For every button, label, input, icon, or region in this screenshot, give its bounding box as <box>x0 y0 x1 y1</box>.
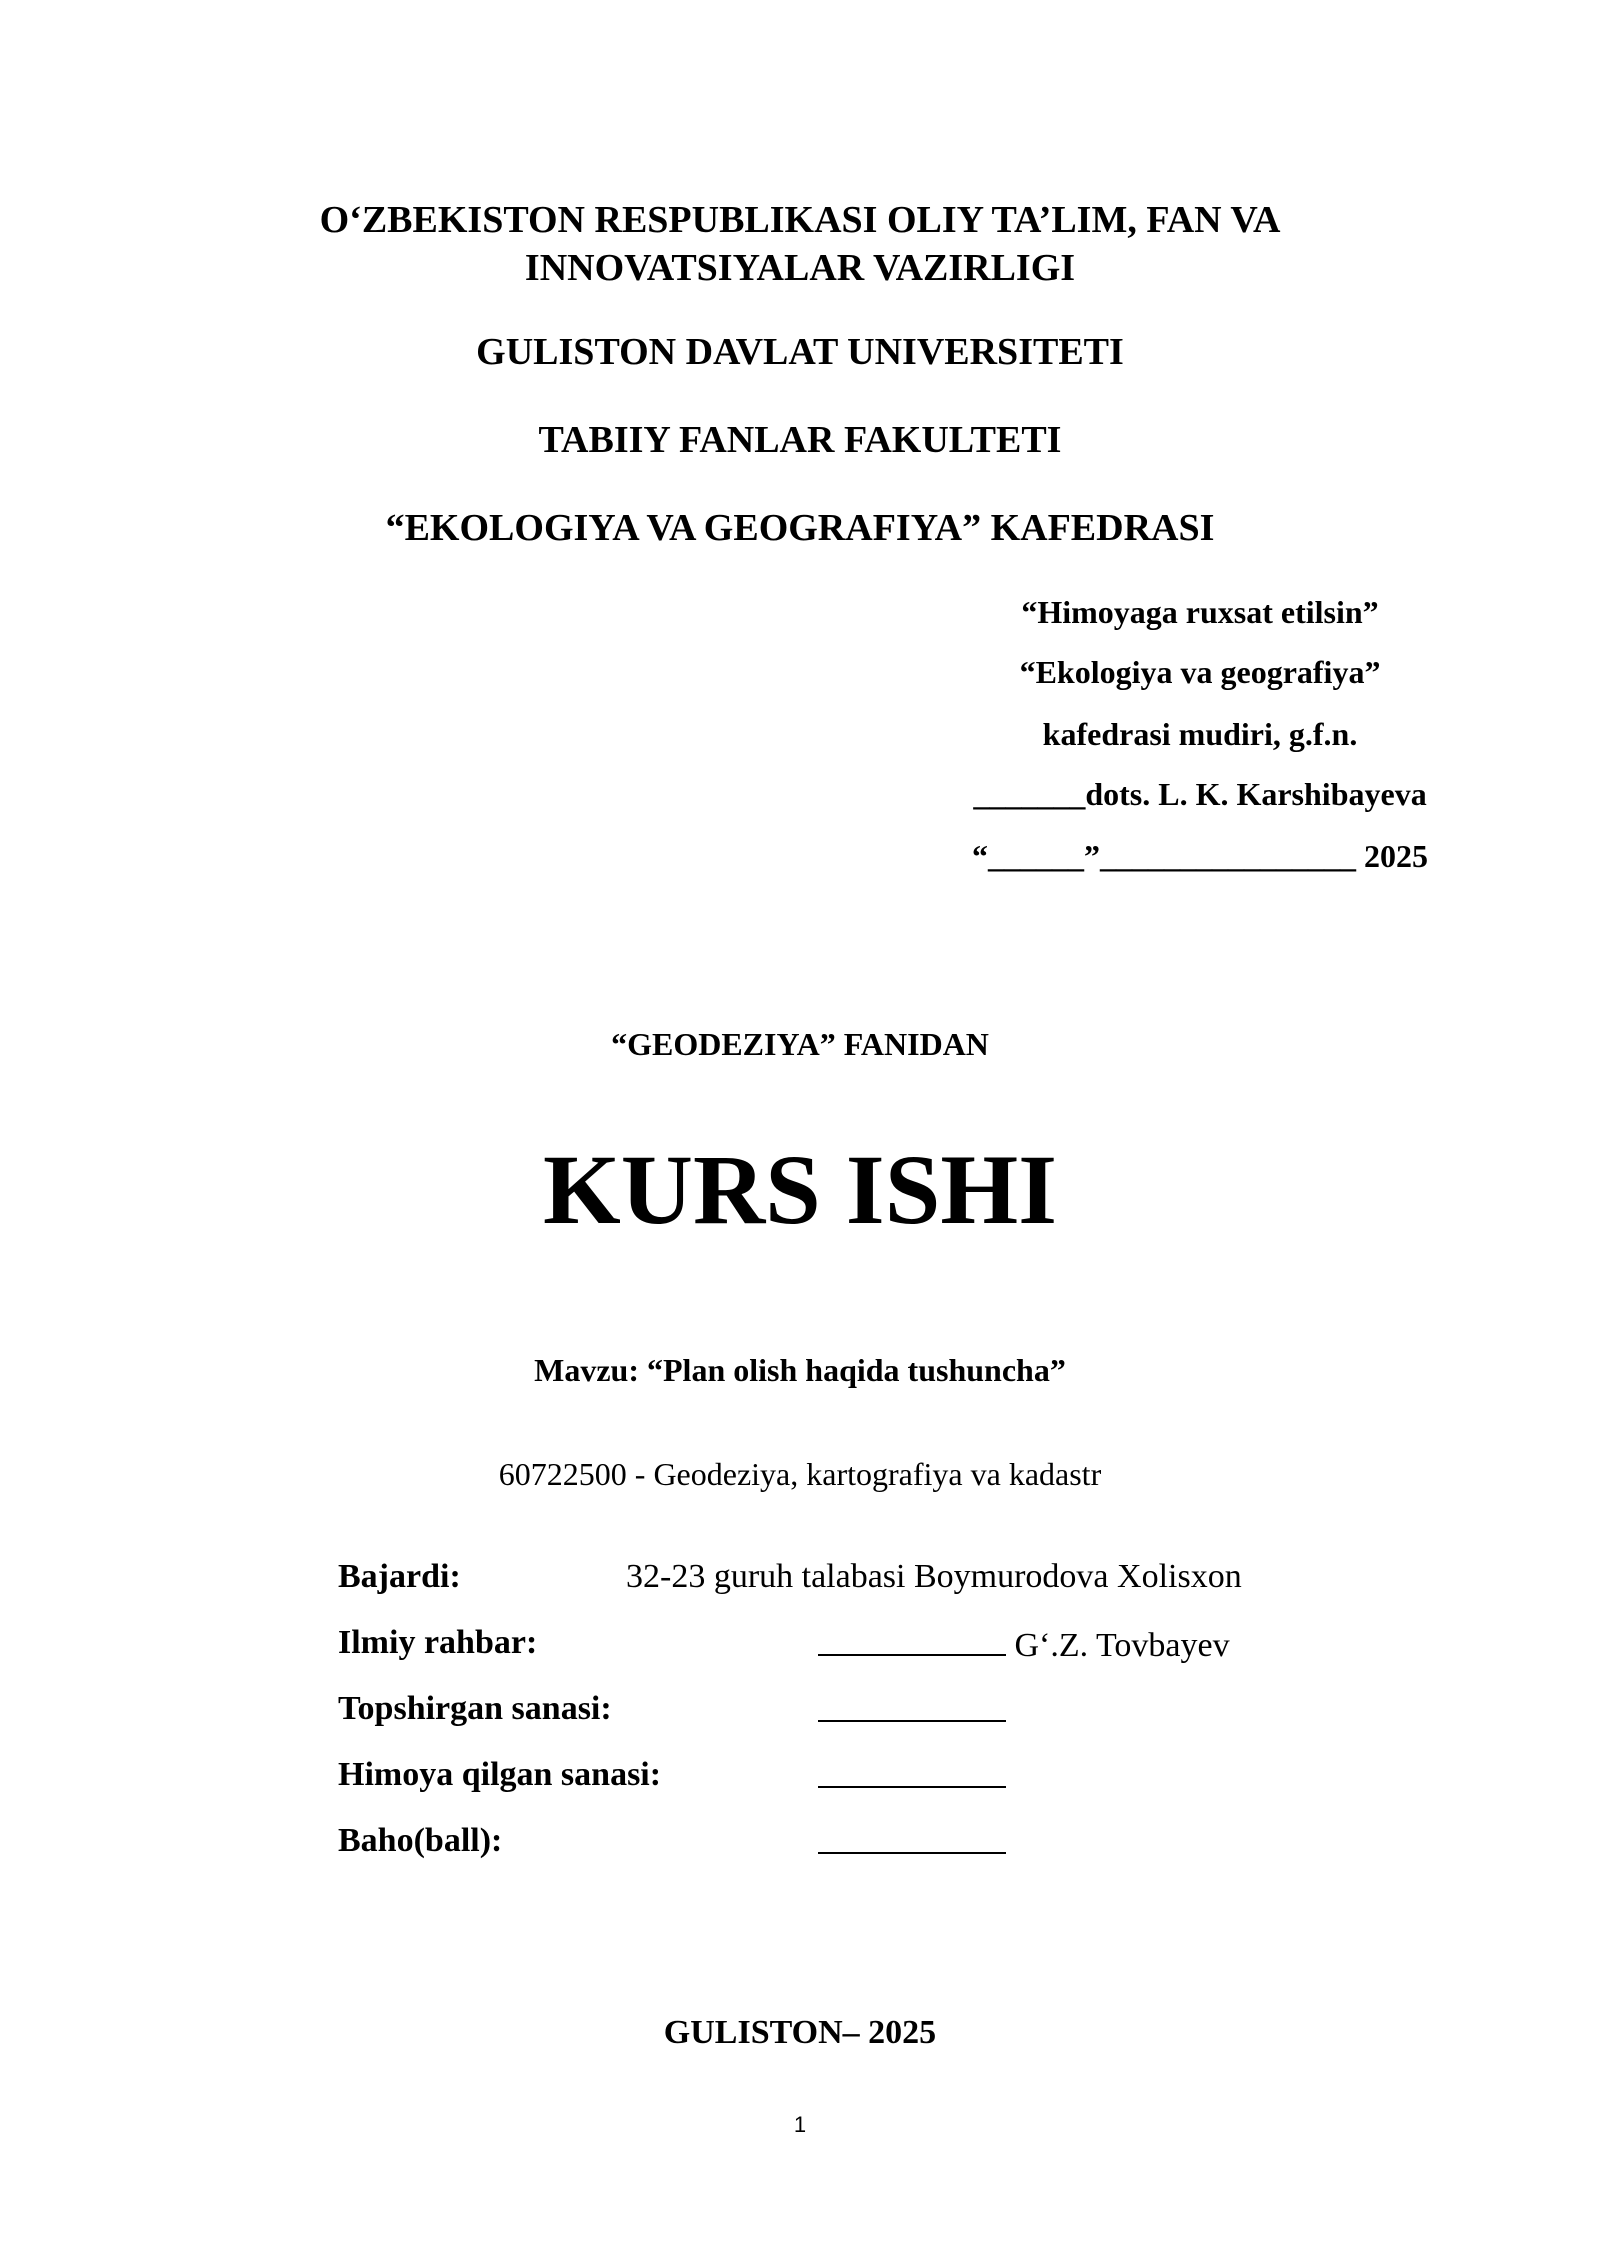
document-title: KURS ISHI <box>542 1134 1058 1245</box>
approval-date-line: “______”________________ 2025 <box>972 838 1428 874</box>
subject-heading: “GEODEZIYA” FANIDAN <box>611 1026 989 1062</box>
rahbar-value <box>818 1624 1230 1665</box>
approval-line-3: kafedrasi mudiri, g.f.n. <box>1042 716 1358 752</box>
himoya-label: Himoya qilgan sanasi: <box>338 1756 662 1793</box>
himoya-value <box>818 1756 1006 1797</box>
page-number: 1 <box>793 2112 807 2137</box>
approval-line-1: “Himoyaga ruxsat etilsin” <box>1021 594 1379 630</box>
bajardi-value: 32-23 guruh talabasi Boymurodova Xolisxon <box>626 1558 1242 1595</box>
baho-label: Baho(ball): <box>338 1822 503 1859</box>
faculty-name: TABIIY FANLAR FAKULTETI <box>538 419 1062 461</box>
baho-blank <box>818 1822 1006 1854</box>
department-name: “EKOLOGIYA VA GEOGRAFIYA” KAFEDRASI <box>385 507 1215 549</box>
rahbar-name: G‘.Z. Tovbayev <box>1014 1627 1230 1664</box>
ministry-line-2: INNOVATSIYALAR VAZIRLIGI <box>524 247 1076 289</box>
baho-value <box>818 1822 1006 1863</box>
rahbar-label: Ilmiy rahbar: <box>338 1624 538 1661</box>
specialty-line: 60722500 - Geodeziya, kartografiya va kadastr <box>498 1456 1102 1492</box>
topshirgan-label: Topshirgan sanasi: <box>338 1690 612 1727</box>
bajardi-label: Bajardi: <box>338 1558 461 1595</box>
ministry-heading <box>0 196 1600 292</box>
rahbar-signature-blank <box>818 1624 1006 1656</box>
topshirgan-value <box>818 1690 1006 1731</box>
topic-line: Mavzu: “Plan olish haqida tushuncha” <box>534 1352 1066 1388</box>
ministry-line-1: O‘ZBEKISTON RESPUBLIKASI OLIY TA’LIM, FAN VA <box>319 199 1281 241</box>
himoya-blank <box>818 1756 1006 1788</box>
city-year: GULISTON– 2025 <box>663 2014 937 2051</box>
university-name: GULISTON DAVLAT UNIVERSITETI <box>476 331 1124 373</box>
approval-line-2: “Ekologiya va geografiya” <box>1019 654 1381 690</box>
topshirgan-blank <box>818 1690 1006 1722</box>
approval-signature-line: _______dots. L. K. Karshibayeva <box>973 776 1427 812</box>
